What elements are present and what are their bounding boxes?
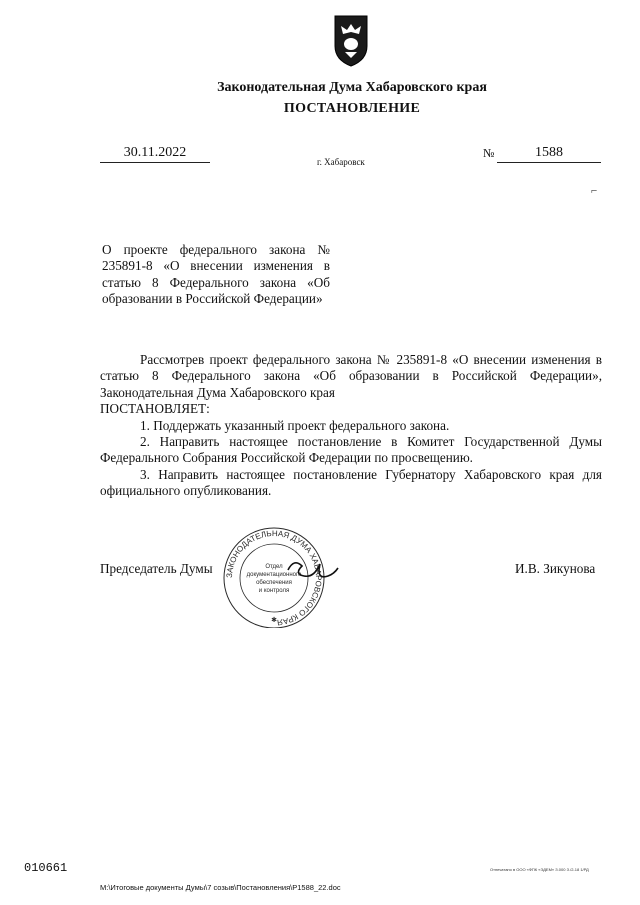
- preamble: Рассмотрев проект федерального закона № 235891-8 «О внесении изменения в статью 8 Федерального закона «Об образовании в Российской Федерации», Законодательная Дума Хабаровского края: [100, 352, 602, 400]
- corner-mark-right: ⌐: [591, 185, 598, 197]
- stamp-line-2: документационного: [246, 572, 302, 578]
- document-date: 30.11.2022: [100, 145, 210, 163]
- document-city: г. Хабаровск: [317, 157, 365, 167]
- resolves-line: ПОСТАНОВЛЯЕТ:: [100, 401, 210, 417]
- document-subject: О проекте федерального закона № 235891-8 «О внесении изменения в статью 8 Федерального закона «Об образовании в Российской Федерации»: [102, 242, 330, 307]
- item-1: 1. Поддержать указанный проект федерального закона.: [140, 417, 450, 433]
- item-2: 2. Направить настоящее постановление в Комитет Государственной Думы Федерального Собрания Российской Федерации по просвещению.: [100, 434, 602, 466]
- document-body: [100, 352, 602, 500]
- stamp-ring-text: ЗАКОНОДАТЕЛЬНАЯ ДУМА ХАБАРОВСКОГО КРАЯ: [224, 528, 324, 627]
- organization-title: Законодательная Дума Хабаровского края: [217, 80, 487, 95]
- number-sign: №: [483, 146, 495, 160]
- signatory-position: Председатель Думы: [100, 561, 213, 576]
- stamp-line-1: Отдел: [265, 564, 283, 570]
- stamp-star-icon: ✱: [271, 616, 277, 624]
- document-number: 1588: [497, 145, 601, 163]
- coat-of-arms-icon: [331, 12, 371, 68]
- stamp-line-4: и контроля: [258, 588, 290, 594]
- signatory-name: И.В. Зикунова: [515, 561, 596, 576]
- official-stamp: [204, 524, 344, 628]
- footer-print-note: Отпечатано в ООО «ФПК «ЭДЕМ» З.000 З./2-18 1/РД: [490, 867, 589, 872]
- footer-file-path: M:\Итоговые документы Думы\7 созыв\Постановления\P1588_22.doc: [100, 883, 341, 892]
- item-3: 3. Направить настоящее постановление Губернатору Хабаровского края для официального опубликования.: [100, 466, 602, 499]
- document-type: ПОСТАНОВЛЕНИЕ: [283, 101, 421, 116]
- stamp-line-3: обеспечения: [256, 580, 292, 586]
- footer-code: 010661: [24, 861, 68, 875]
